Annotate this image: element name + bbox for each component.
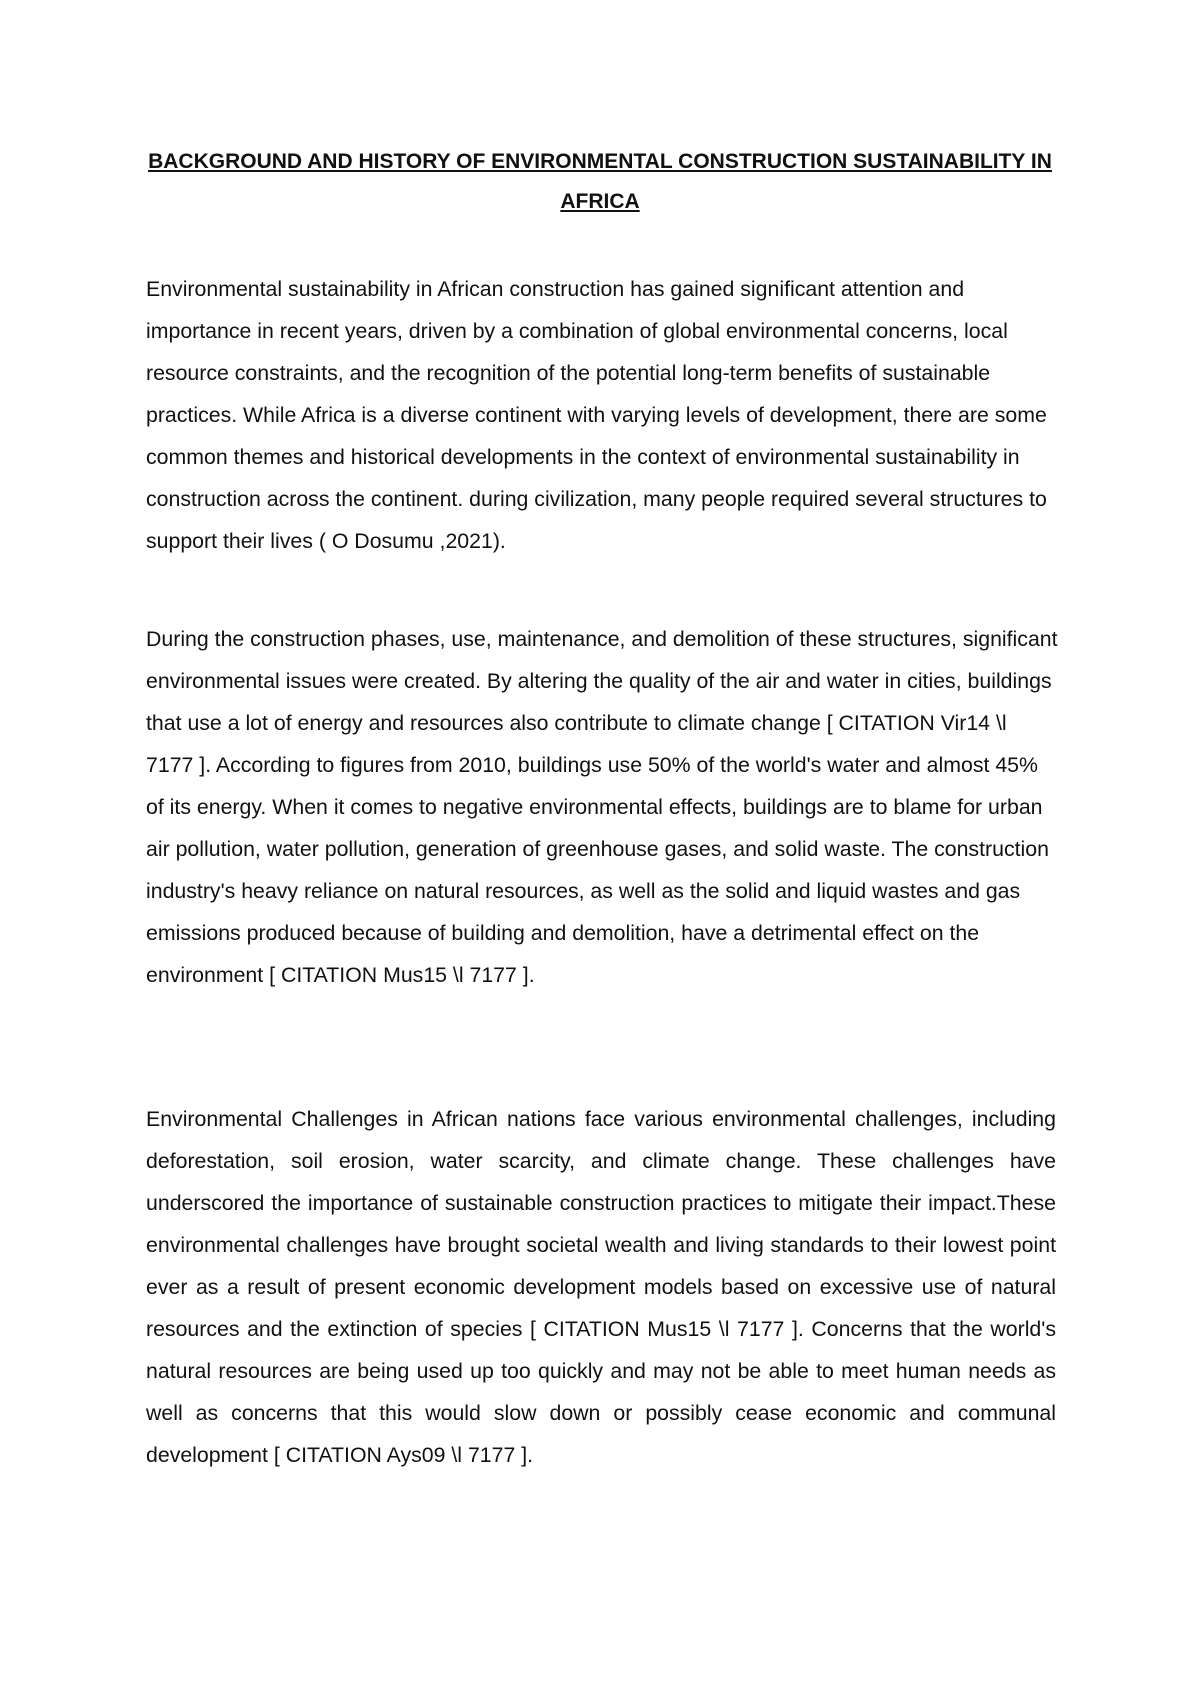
paragraph-construction-impacts: During the construction phases, use, maintenance, and demolition of these structures, significant environmental issues were created. By altering the quality of the air and water in cities, buildings that use a lot of energy and resources also contribute to climate change [ CITATION Vir14 \l 7177 ]. According to figures from 2010, buildings use 50% of the world's water and almost 45% of its energy. When it comes to negative environmental effects, buildings are to blame for urban air pollution, water pollution, generation of greenhouse gases, and solid waste. The construction industry's heavy reliance on natural resources, as well as the solid and liquid wastes and gas emissions produced because of building and demolition, have a detrimental effect on the environment [ CITATION Mus15 \l 7177 ]. [146,627,1058,987]
paragraph-introduction: Environmental sustainability in African construction has gained significant attention and importance in recent years, driven by a combination of global environmental concerns, local resource constraints, and the recognition of the potential long-term benefits of sustainable practices. While Africa is a diverse continent with varying levels of development, there are some common themes and historical developments in the context of environmental sustainability in construction across the continent. during civilization, many people required several structures to support their lives ( O Dosumu ,2021). [146,277,1047,553]
paragraph-environmental-challenges: Environmental Challenges in African nations face various environmental challenges, including deforestation, soil erosion, water scarcity, and climate change. These challenges have underscored the importance of sustainable construction practices to mitigate their impact.These environmental challenges have brought societal wealth and living standards to their lowest point ever as a result of present economic development models based on excessive use of natural resources and the extinction of species [ CITATION Mus15 \l 7177 ]. Concerns that the world's natural resources are being used up too quickly and may not be able to meet human needs as well as concerns that this would slow down or possibly cease economic and communal development [ CITATION Ays09 \l 7177 ]. [146,1107,1056,1467]
document-title: BACKGROUND AND HISTORY OF ENVIRONMENTAL CONSTRUCTION SUSTAINABILITY IN AFRICA [148,150,1052,213]
